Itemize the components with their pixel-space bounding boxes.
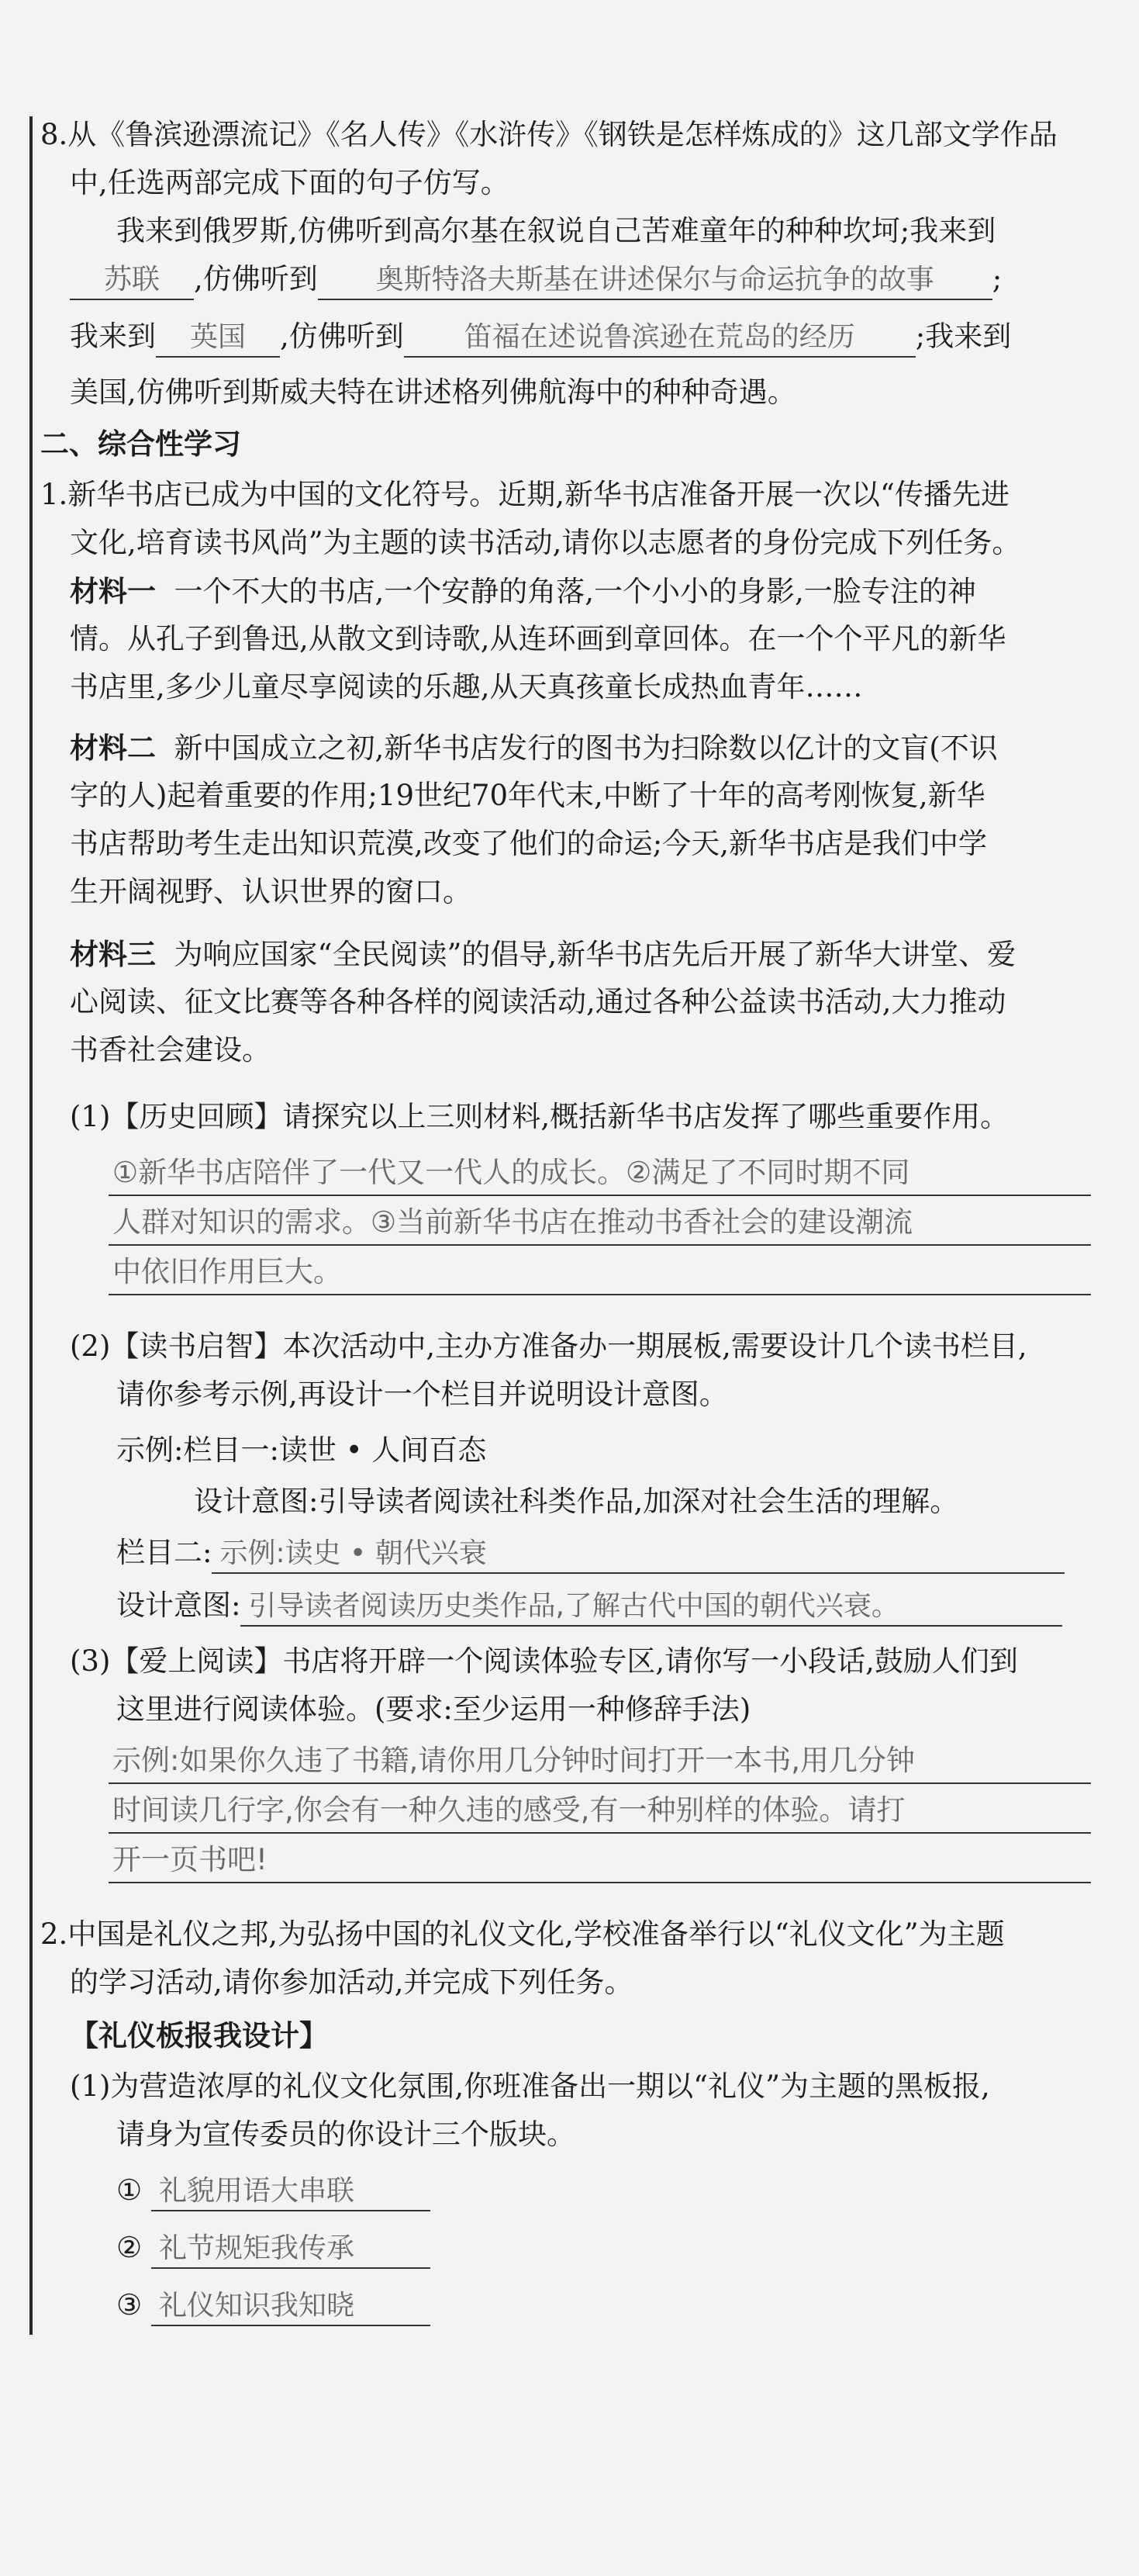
answer-3-line-1: 示例:如果你久违了书籍,请你用几分钟时间打开一本书,用几分钟 [112, 1744, 915, 1777]
board-item-answer: 礼节规矩我传承 [151, 2230, 430, 2269]
material-3-line-1: 材料三 为响应国家“全民阅读”的倡导,新华书店先后开展了新华大讲堂、爱 [70, 937, 1016, 971]
q1-sub-2-line-2: 请你参考示例,再设计一个栏目并说明设计意图。 [116, 1378, 728, 1411]
board-item-answer: 礼仪知识我知晓 [151, 2287, 430, 2326]
q2-sub-1-line-2: 请身为宣传委员的你设计三个版块。 [116, 2118, 575, 2151]
material-2-line-4: 生开阔视野、认识世界的窗口。 [70, 875, 471, 908]
design-intent-line [116, 1587, 1091, 1627]
q8-line-4: 苏联 ,仿佛听到 奥斯特洛夫斯基在讲述保尔与命运抗争的故事 ; [70, 261, 1091, 300]
answer-1-line-2: 人群对知识的需求。③当前新华书店在推动书香社会的建设潮流 [112, 1205, 913, 1239]
board-item-2 [116, 2229, 1091, 2269]
answer-fill-author-2: 笛福在述说鲁滨逊在荒岛的经历 [404, 319, 916, 358]
design-intent-answer: 引导读者阅读历史类作品,了解古代中国的朝代兴衰。 [240, 1588, 1062, 1627]
q1-line-2: 文化,培育读书风尚”为主题的读书活动,请你以志愿者的身份完成下列任务。 [70, 526, 1021, 559]
material-2-line-1: 材料二 新中国成立之初,新华书店发行的图书为扫除数以亿计的文盲(不识 [70, 731, 998, 765]
answer-3-line-2: 时间读几行字,你会有一种久违的感受,有一种别样的体验。请打 [112, 1793, 906, 1827]
board-item-answer: 礼貌用语大串联 [151, 2173, 430, 2211]
board-item-1 [116, 2172, 1091, 2211]
q1-sub-3-line-1: (3)【爱上阅读】书店将开辟一个阅读体验专区,请你写一小段话,鼓励人们到 [70, 1644, 1018, 1678]
answer-fill-author-1: 奥斯特洛夫斯基在讲述保尔与命运抗争的故事 [318, 261, 992, 300]
answer-fill-country-2: 英国 [156, 319, 280, 358]
board-item-3 [116, 2287, 1091, 2326]
material-3-label: 材料三 [70, 937, 156, 971]
q1-line-1: 1.新华书店已成为中国的文化符号。近期,新华书店准备开展一次以“传播先进 [40, 478, 1010, 511]
item-number: ③ [116, 2288, 143, 2322]
item-number: ② [116, 2231, 143, 2264]
q1-sub-3-line-2: 这里进行阅读体验。(要求:至少运用一种修辞手法) [116, 1693, 751, 1726]
material-2-line-3: 书店帮助考生走出知识荒漠,改变了他们的命运;今天,新华书店是我们中学 [70, 827, 987, 860]
example-line-1: 示例:栏目一:读世 • 人间百态 [116, 1433, 487, 1467]
material-3-line-3: 书香社会建设。 [70, 1033, 271, 1067]
q8-line-3: 我来到俄罗斯,仿佛听到高尔基在叙说自己苦难童年的种种坎坷;我来到 [116, 214, 996, 247]
q8-line-1: 8.从《鲁滨逊漂流记》《名人传》《水浒传》《钢铁是怎样炼成的》这几部文学作品 [40, 118, 1058, 151]
material-2-label: 材料二 [70, 731, 156, 765]
q2-line-2: 的学习活动,请你参加活动,并完成下列任务。 [70, 1966, 633, 1999]
section-title: 二、综合性学习 [40, 427, 241, 461]
example-line-2: 设计意图:引导读者阅读社科类作品,加深对社会生活的理解。 [194, 1485, 959, 1518]
answer-1-line-3: 中依旧作用巨大。 [112, 1255, 342, 1288]
design-intent-label: 设计意图: [116, 1589, 241, 1622]
material-1-line-2: 情。从孔子到鲁迅,从散文到诗歌,从连环画到章回体。在一个个平凡的新华 [70, 622, 1006, 655]
q8-line-6: 美国,仿佛听到斯威夫特在讲述格列佛航海中的种种奇遇。 [70, 375, 796, 409]
material-3-line-2: 心阅读、征文比赛等各种各样的阅读活动,通过各种公益读书活动,大力推动 [70, 985, 1006, 1018]
q2-line-1: 2.中国是礼仪之邦,为弘扬中国的礼仪文化,学校准备举行以“礼仪文化”为主题 [40, 1917, 1005, 1951]
column-2-label: 栏目二: [116, 1536, 212, 1569]
q1-sub-2-line-1: (2)【读书启智】本次活动中,主办方准备办一期展板,需要设计几个读书栏目, [70, 1329, 1027, 1363]
item-number: ① [116, 2173, 143, 2207]
answer-fill-country-1: 苏联 [70, 261, 194, 300]
q2-sub-1-line-1: (1)为营造浓厚的礼仪文化氛围,你班准备出一期以“礼仪”为主题的黑板报, [70, 2069, 990, 2103]
column-2-answer: 示例:读史 • 朝代兴衰 [212, 1535, 1065, 1574]
answer-1-line-1: ①新华书店陪伴了一代又一代人的成长。②满足了不同时期不同 [112, 1156, 910, 1189]
q8-line-5: 我来到 英国 ,仿佛听到 笛福在述说鲁滨逊在荒岛的经历 ;我来到 [70, 318, 1091, 358]
material-1-label: 材料一 [70, 574, 156, 608]
material-1-line-3: 书店里,多少儿童尽享阅读的乐趣,从天真孩童长成热血青年…… [70, 670, 863, 704]
q1-sub-1: (1)【历史回顾】请探究以上三则材料,概括新华书店发挥了哪些重要作用。 [70, 1100, 1010, 1133]
answer-3-line-3: 开一页书吧! [112, 1843, 267, 1876]
q2-heading: 【礼仪板报我设计】 [70, 2018, 328, 2052]
q8-line-2: 中,任选两部完成下面的句子仿写。 [70, 166, 509, 199]
column-2-line [116, 1534, 1091, 1574]
left-margin-rule [29, 116, 33, 2335]
material-2-line-2: 字的人)起着重要的作用;19世纪70年代末,中断了十年的高考刚恢复,新华 [70, 779, 985, 812]
material-1-line-1: 材料一 一个不大的书店,一个安静的角落,一个小小的身影,一脸专注的神 [70, 574, 976, 608]
